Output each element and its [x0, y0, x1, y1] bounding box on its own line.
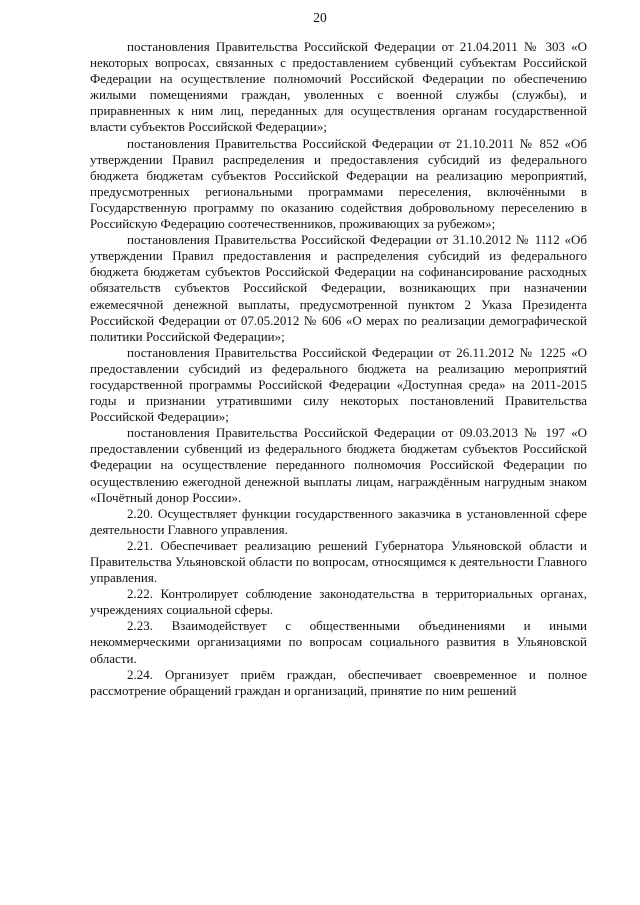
page-number: 20 — [313, 10, 327, 25]
paragraph-2-21: 2.21. Обеспечивает реализацию решений Губернатора Ульяновской области и Правительства Ульяновской области по вопросам, относящимся к деятельности Главного управления. — [90, 537, 587, 586]
paragraph-resolution-1112: постановления Правительства Российской Федерации от 31.10.2012 № 1112 «Об утверждении Правил предоставления и распределения субсидий из федерального бюджета бюджетам субъектов Российской Федерации на софинансирование расходных обязательств субъектов Российской Федерации, возникающих при назначении ежемесячной денежной выплаты, предусмотренной пунктом 2 Указа Президента Российской Федерации от 07.05.2012 № 606 «О мерах по реализации демографической политики Российской Федерации»; — [90, 232, 587, 344]
paragraph-resolution-1225: постановления Правительства Российской Федерации от 26.11.2012 № 1225 «О предоставлении субсидий из федерального бюджета на реализацию мероприятий государственной программы Российской Федерации «Доступная среда» на 2011-2015 годы и признании утратившими силу некоторых постановлений Правительства Российской Федерации»; — [90, 344, 587, 425]
paragraph-resolution-303: постановления Правительства Российской Федерации от 21.04.2011 № 303 «О некоторых вопросах, связанных с предоставлением субвенций субъектам Российской Федерации на осуществление полномочий Российской Федерации по обеспечению жилыми помещениями граждан, уволенных с военной службы (службы), и приравненных к ним лиц, переданных для осуществления органам государственной власти субъектов Российской Федерации»; — [90, 39, 587, 135]
paragraph-2-23: 2.23. Взаимодействует с общественными объединениями и иными некоммерческими организациями по вопросам социального развития в Ульяновской области. — [90, 618, 587, 666]
paragraph-2-20: 2.20. Осуществляет функции государственного заказчика в установленной сфере деятельности Главного управления. — [90, 505, 587, 537]
paragraph-resolution-197: постановления Правительства Российской Федерации от 09.03.2013 № 197 «О предоставлении субвенций из федерального бюджета бюджетам субъектов Российской Федерации на осуществление переданного полномочия Российской Федерации по осуществлению ежегодной денежной выплаты лицам, награждённым нагрудным знаком «Почётный донор России». — [90, 425, 587, 505]
paragraph-resolution-852: постановления Правительства Российской Федерации от 21.10.2011 № 852 «Об утверждении Правил распределения и предоставления субсидий из федерального бюджета бюджетам субъектов Российской Федерации на реализацию мероприятий, предусмотренных региональными программами переселения, включёнными в Государственную программу по оказанию содействия добровольному переселению в Российскую Федерацию соотечественников, проживающих за рубежом»; — [90, 135, 587, 232]
paragraph-2-24: 2.24. Организует приём граждан, обеспечивает своевременное и полное рассмотрение обращений граждан и организаций, принятие по ним решений — [90, 666, 587, 698]
document-body — [90, 39, 587, 699]
paragraph-2-22: 2.22. Контролирует соблюдение законодательства в территориальных органах, учреждениях социальной сферы. — [90, 586, 587, 618]
